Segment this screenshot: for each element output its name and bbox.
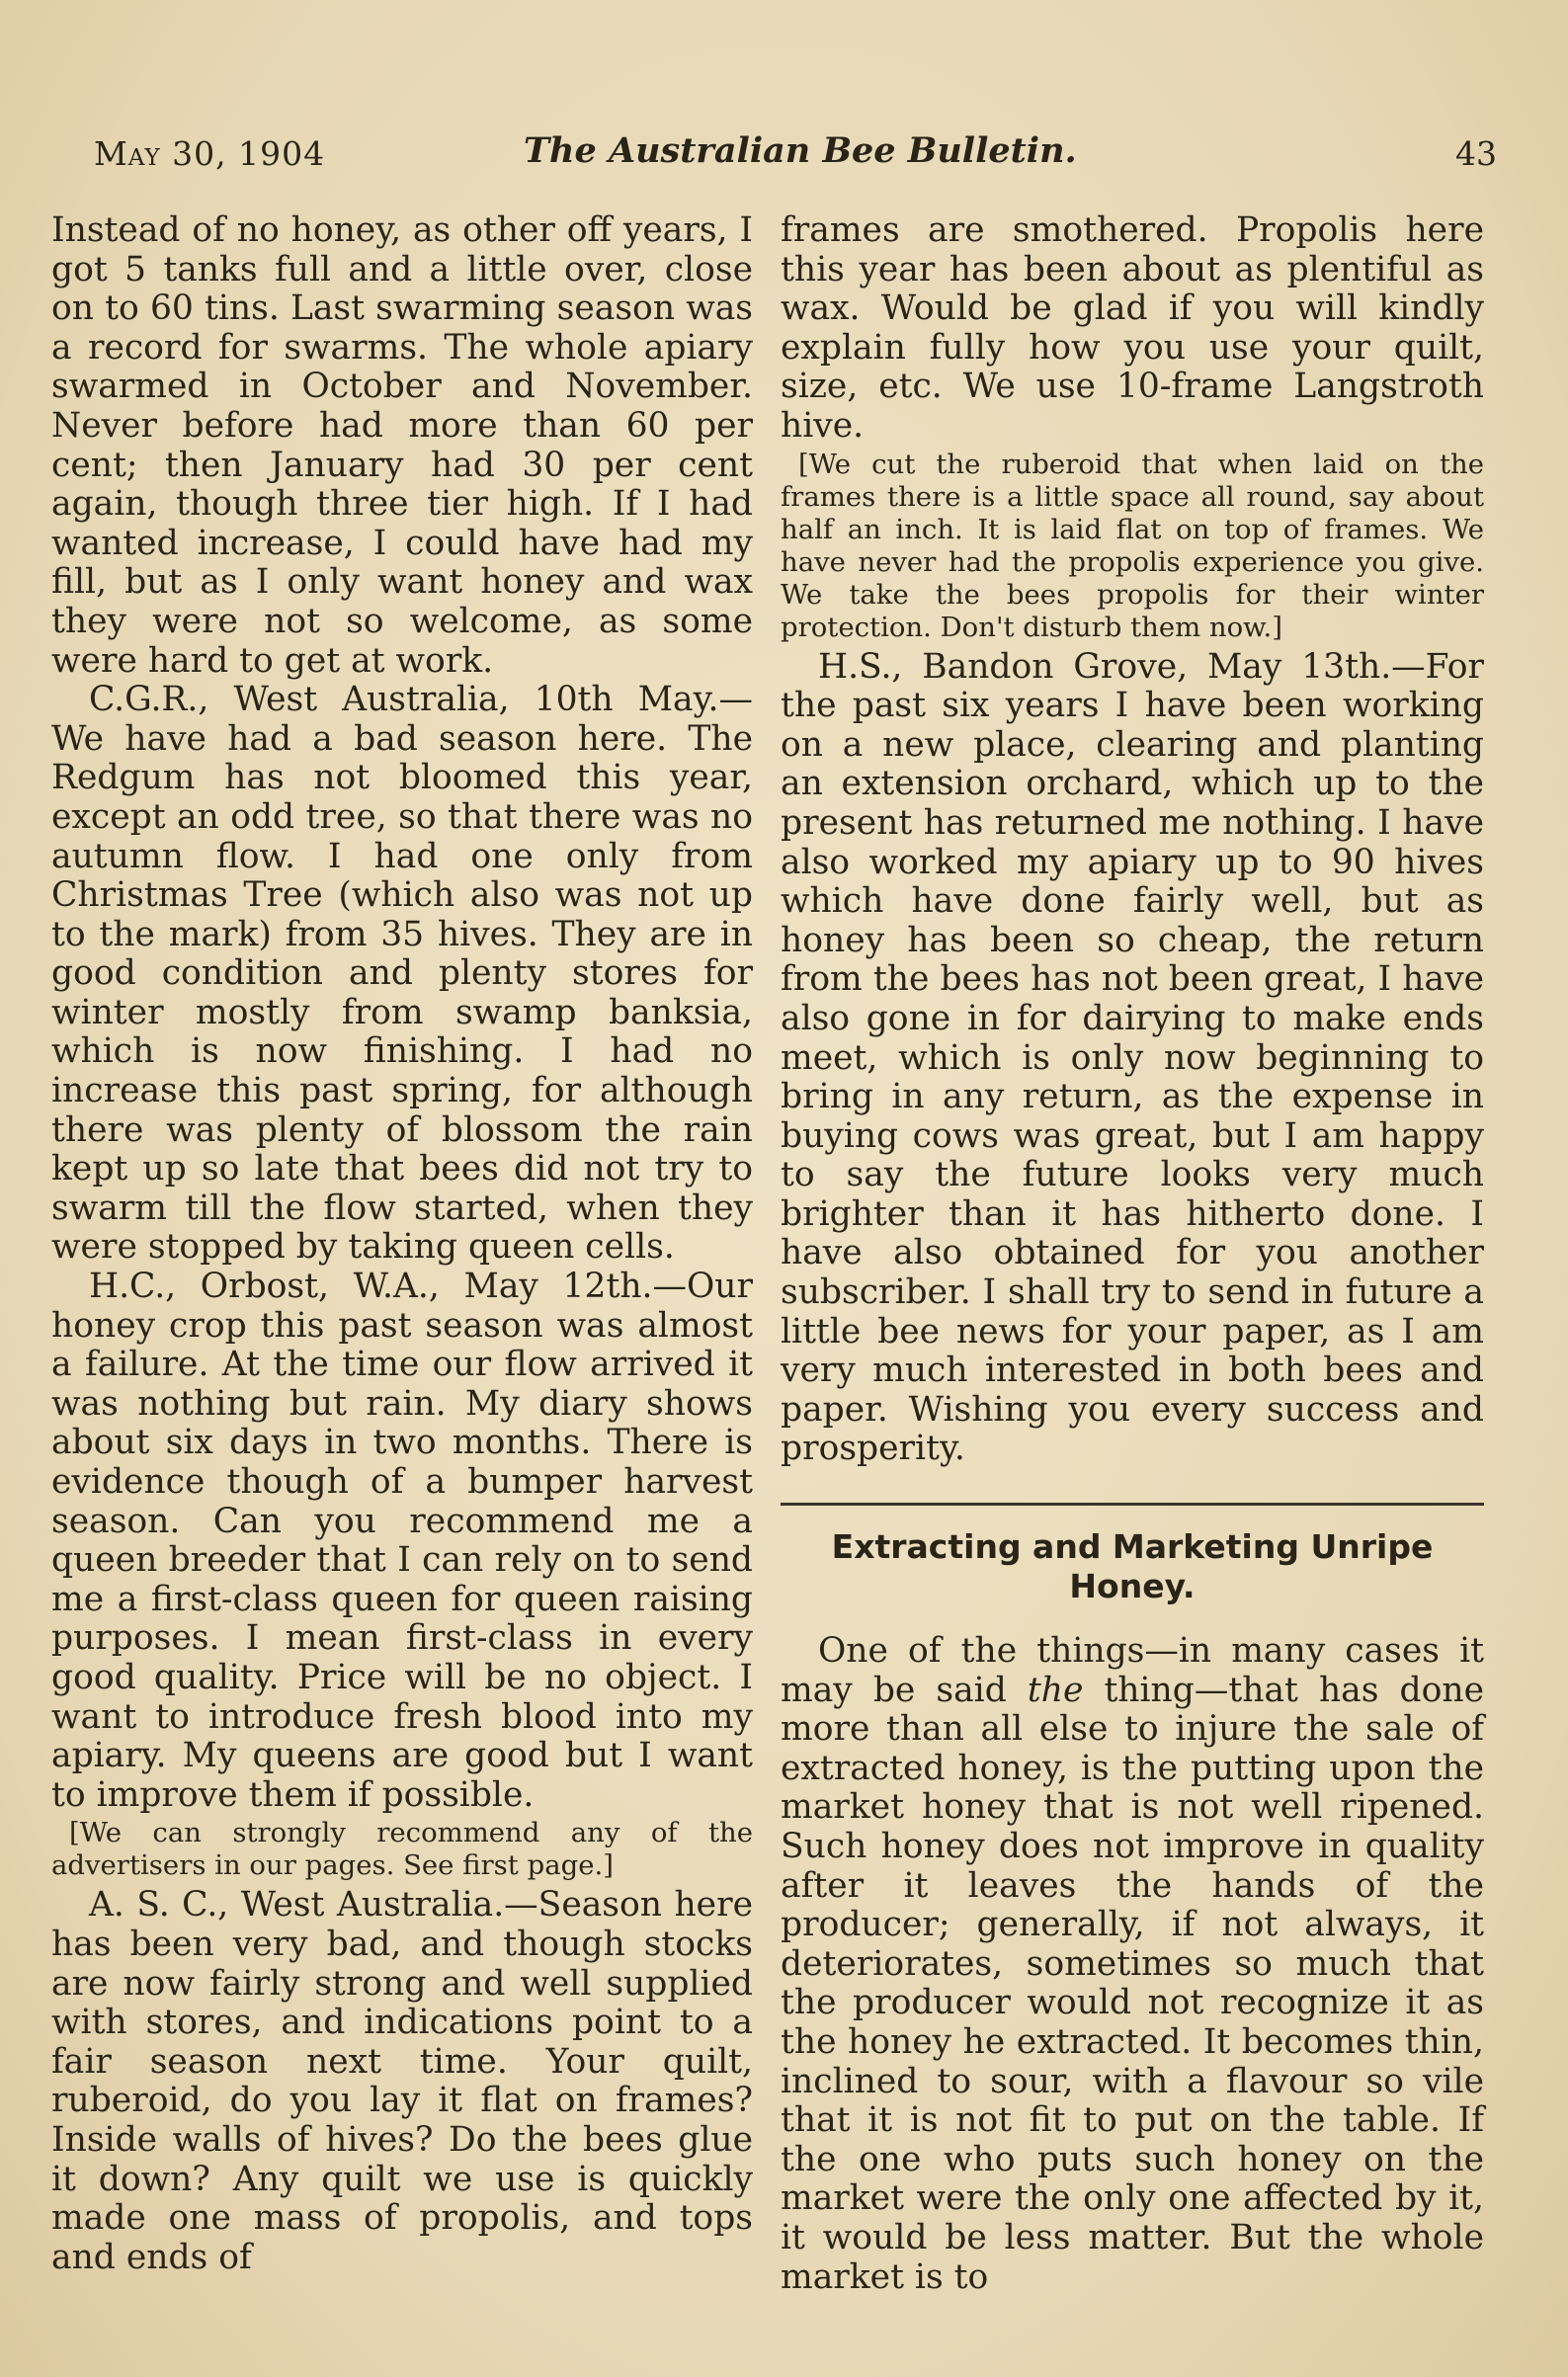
paragraph: [781, 1632, 1484, 2297]
running-header: [94, 130, 1497, 180]
paragraph: H.C., Orbost, W.A., May 12th.—Our honey crop this past season was almost a failure. At the time our flow arrived it was nothing but rain. My diary shows about six days in two months. There is evidence though of a bumper harvest season. Can you recommend me a queen breeder that I can rely on to send me a first-class queen for queen raising purposes. I mean first-class in every good quality. Price will be no object. I want to introduce fresh blood into my apiary. My queens are good but I want to improve them if possible.: [51, 1267, 753, 1815]
page-number: 43: [1455, 134, 1497, 173]
text-run: One of the things—in many cases it may be said: [781, 1631, 1484, 1710]
paragraph: C.G.R., West Australia, 10th May.— We have had a bad season here. The Redgum has not bloomed this year, except an odd tree, so that there was no autumn flow. I had one only from Christmas Tree (which also was not up to the mark) from 35 hives. They are in good condition and plenty stores for winter mostly from swamp banksia, which is now finishing. I had no increase this past spring, for although there was plenty of blossom the rain kept up so late that bees did not try to swarm till the flow started, when they were stopped by taking queen cells.: [51, 680, 753, 1268]
right-column: [781, 211, 1484, 2297]
emphasis: the: [1027, 1670, 1084, 1710]
paragraph: frames are smothered. Propolis here this year has been about as plentiful as wax. Would be glad if you will kindly explain fully how you use your quilt, size, etc. We use 10-frame Langstroth hive.: [781, 210, 1484, 446]
editor-note: [We can strongly recommend any of the advertisers in our pages. See first page.]: [51, 1817, 753, 1882]
paragraph: H.S., Bandon Grove, May 13th.—For the past six years I have been working on a new place, clearing and planting an extension orchard, which up to the present has returned me nothing. I have also worked my apiary up to 90 hives which have done fairly well, but as honey has been so cheap, the return from the bees has not been great, I have also gone in for dairying to make ends meet, which is only now beginning to bring in any return, as the expense in buying cows was great, but I am happy to say the future looks very much brighter than it has hitherto done. I have also obtained for you another subscriber. I shall try to send in future a little bee news for your paper, as I am very much interested in both bees and paper. Wishing you every success and prosperity.: [781, 646, 1484, 1469]
journal-title: The Australian Bee Bulletin.: [524, 130, 1077, 171]
editor-note: [We cut the ruberoid that when laid on the frames there is a little space all round, say about half an inch. It is laid flat on top of frames. We have never had the propolis experience you give. We take the bees propolis for their winter protection. Don't disturb them now.]: [781, 448, 1484, 643]
paragraph: Instead of no honey, as other off years, I got 5 tanks full and a little over, close on to 60 tins. Last swarming season was a record for swarms. The whole apiary swarmed in October and November. Never before had more than 60 per cent; then January had 30 per cent again, though three tier high. If I had wanted increase, I could have had my fill, but as I only want honey and wax they were not so welcome, as some were hard to get at work.: [51, 210, 753, 681]
left-column: [51, 211, 753, 2277]
section-divider: [781, 1503, 1484, 1506]
section-title: Extracting and Marketing Unripe Honey.: [831, 1527, 1434, 1606]
paragraph: A. S. C., West Australia.—Season here has been very bad, and though stocks are now fairly strong and well supplied with stores, and indications point to a fair season next time. Your quilt, ruberoid, do you lay it flat on frames? Inside walls of hives? Do the bees glue it down? Any quilt we use is quickly made one mass of propolis, and tops and ends of: [51, 1885, 753, 2277]
text-run: thing—that has done more than all else to injure the sale of extracted honey, is the putting upon the market honey that is not well ripened. Such honey does not improve in quality after it leaves the hands of the producer; generally, if not always, it deteriorates, sometimes so much that the producer would not recognize it as the honey he extracted. It becomes thin, inclined to sour, with a flavour so vile that it is not fit to put on the table. If the one who puts such honey on the market were the only one affected by it, it would be less matter. But the whole market is to: [781, 1670, 1484, 2297]
issue-date: May 30, 1904: [94, 134, 326, 173]
